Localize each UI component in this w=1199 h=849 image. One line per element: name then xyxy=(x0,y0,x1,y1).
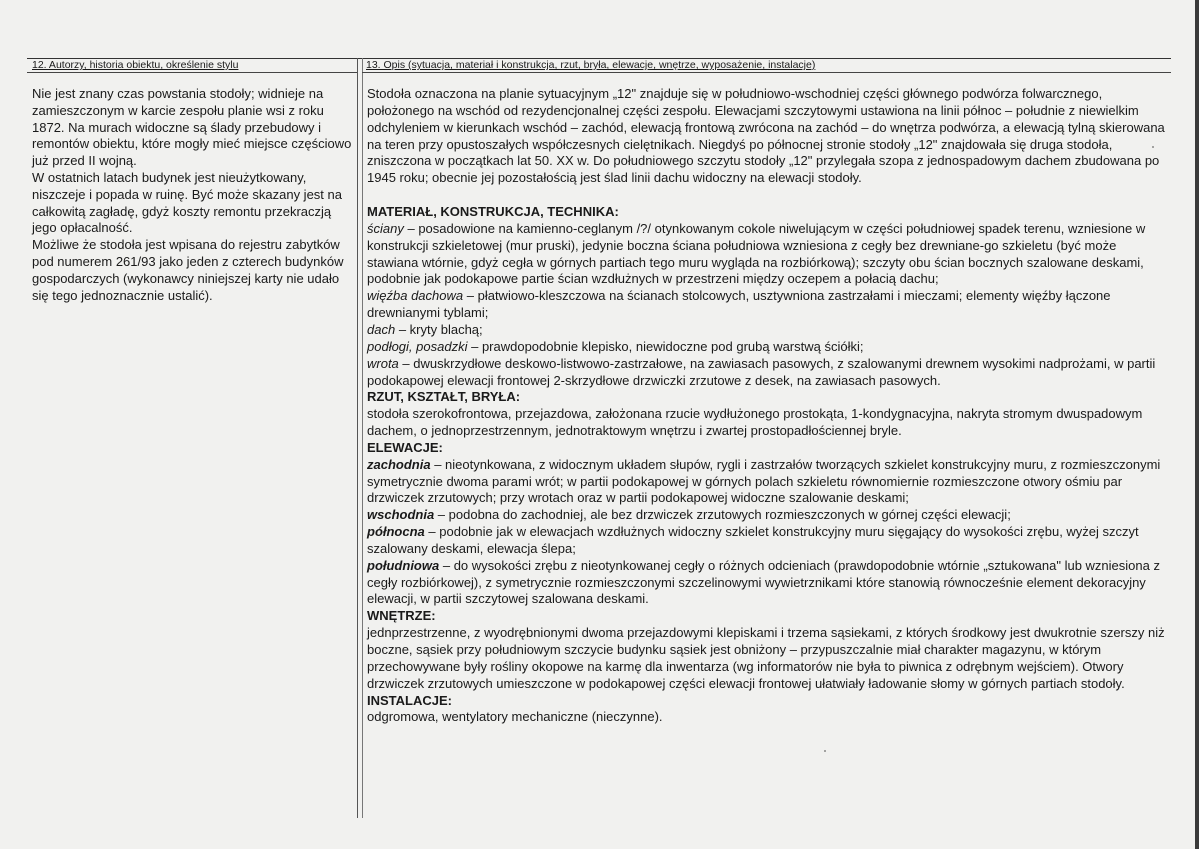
elewacja-item xyxy=(367,524,1167,558)
elewacja-text: podobna do zachodniej, ale bez drzwiczek zrzutowych rozmieszczonych w górnej części elewacji; xyxy=(448,507,1011,523)
history-paragraph: Możliwe że stodoła jest wpisana do rejestru zabytków pod numerem 261/93 jako jeden z czterech budynków gospodarczych (wykonawcy niniejszej karty nie udało się tego jednoznacznie ustalić). xyxy=(32,237,344,303)
separator: – xyxy=(395,321,410,337)
material-label: dach xyxy=(367,321,396,337)
wnetrze-title: WNĘTRZE: xyxy=(367,608,436,624)
material-label: podłogi, posadzki xyxy=(367,338,468,354)
material-text: posadowione na kamienno-ceglanym /?/ otynkowanym cokole niwelującym w części południowej spadek terenu, wzniesione w konstrukcji szkieletowej (mur pruski), jedynie boczna ściana południowa wzniesiona z cegły bez drewniane-go szkieletu (być może stawiana wtórnie, gdyż cegła w górnych partiach tego muru wygląda na rozbiórkową); szczyty obu ścian bocznych szalowane deskami, podobnie jak podokapowe partie ścian wzdłużnych w przestrzeni między oczepem a połacią dachu; xyxy=(367,220,1146,287)
history-column xyxy=(32,86,352,304)
rzut-text: stodoła szerokofrontowa, przejazdowa, założonana rzucie wydłużonego prostokąta, 1-kondygnacyjna, nakryta stromym dwuspadowym dachem, o jednoprzestrzennym, jednotraktowym wnętrzu i zwartej prostopadłościennej bryle. xyxy=(367,406,1143,439)
elewacja-text: do wysokości zrębu z nieotynkowanej cegły o różnych odcieniach (prawdopodobnie wtórnie „sztukowana" lub wzniesiona z cegły rozbiórkowej), z symetrycznie rozmieszczonymi szczelinowymi wywietrznikami które stanowią równocześnie element dekoracyjny elewacji, w partii szczytowej szalowana deskami. xyxy=(367,557,1160,607)
column-divider-inner xyxy=(362,58,363,818)
history-paragraph: W ostatnich latach budynek jest nieużytkowany, niszczeje i popada w ruinę. Być może skazany jest na całkowitą zagładę, gdyż koszty remontu przekraczją jego opłacalność. xyxy=(32,169,342,236)
elewacja-label: południowa xyxy=(367,557,440,573)
material-item xyxy=(367,221,1167,288)
right-section-heading: 13. Opis (sytuacja, materiał i konstrukcja, rzut, bryła, elewacje, wnętrze, wyposażenie, instalacje) xyxy=(366,59,816,71)
elewacja-item xyxy=(367,457,1167,508)
material-title: MATERIAŁ, KONSTRUKCJA, TECHNIKA: xyxy=(367,204,619,220)
intro-paragraph: Stodoła oznaczona na planie sytuacyjnym „12" znajduje się w południowo-wschodniej części głównego podwórza folwarcznego, położonego na wschód od rezydencjonalnej części zespołu. Elewacjami szczytowymi ustawiona na linii północ – południe z niewielkim odchyleniem w kierunkach wschód – zachód, elewacją frontową zwrócona na zachód – do wnętrza podwórza, a elewacją tylną skierowana na teren przy opustoszałych współczesnych cielętnikach. Niegdyś po północnej stronie stodoły „12" znajdowała się druga stodoła, zniszczona w początkach lat 50. XX w. Do południowego szczytu stodoły „12" przylegała szopa z jednospadowym dachem zbudowana po 1945 roku; obecnie jej pozostałością jest ślad linii dachu widoczny na elewacji stodoły. xyxy=(367,86,1165,186)
scan-speck xyxy=(1152,146,1154,148)
rzut-title: RZUT, KSZTAŁT, BRYŁA: xyxy=(367,389,521,405)
material-label: więźba dachowa xyxy=(367,288,464,304)
instalacje-text: odgromowa, wentylatory mechaniczne (nieczynne). xyxy=(367,709,663,725)
material-item xyxy=(367,339,1167,356)
material-text: dwuskrzydłowe deskowo-listwowo-zastrzałowe, na zawiasach pasowych, z szalowanymi drewnem wysokimi nadprożami, w partii podokapowej elewacji frontowej 2-skrzydłowe drzwiczki zrzutowe z desek, na zawiasach pasowych. xyxy=(367,355,1156,388)
left-heading-rule xyxy=(27,72,357,73)
separator: – xyxy=(467,338,482,354)
separator: – xyxy=(424,524,440,540)
column-divider xyxy=(357,58,358,818)
separator: – xyxy=(430,456,446,472)
elewacja-item xyxy=(367,558,1167,609)
material-item xyxy=(367,356,1167,390)
elewacja-text: nieotynkowana, z widocznym układem słupów, rygli i zastrzałów tworzących szkielet konstrukcyjny muru, z rozmieszczonymi symetrycznie dwoma parami wrót; w partii podokapowej w górnych polach szkieletu równomiernie rozmieszczone otwory ośmiu par drzwiczek zrzutowych; przy wrotach oraz w partii podokapowej widoczne szalowanie deskami; xyxy=(367,456,1161,506)
material-label: wrota xyxy=(367,355,399,371)
separator: – xyxy=(439,557,454,573)
separator: – xyxy=(434,507,449,523)
elewacja-label: północna xyxy=(367,524,425,540)
material-item xyxy=(367,288,1167,322)
material-text: kryty blachą; xyxy=(409,321,483,337)
elewacja-label: zachodnia xyxy=(367,456,431,472)
elewacje-title: ELEWACJE: xyxy=(367,439,443,455)
right-heading-rule xyxy=(362,72,1171,73)
spacer xyxy=(367,187,1167,204)
description-column xyxy=(367,86,1167,726)
instalacje-title: INSTALACJE: xyxy=(367,692,452,708)
separator: – xyxy=(463,288,478,304)
material-text: prawdopodobnie klepisko, niewidoczne pod grubą warstwą ściółki; xyxy=(481,338,864,354)
elewacja-item xyxy=(367,507,1167,524)
wnetrze-text: jednprzestrzenne, z wyodrębnionymi dwoma przejazdowymi klepiskami i trzema sąsiekami, z których środkowy jest dwukrotnie szerszy niż boczne, sąsiek przy południowym szczycie budynku sąsiek jest obniżony – przypuszczalnie miał charakter magazynu, w którym przechowywane były rośliny okopowe na karmę dla inwentarza (wg informatorów nie była to piwnica z odrębnym wejściem). Otwory drzwiczek zrzutowych umieszczone w podokapowej części elewacji frontowej ułatwiały ładowanie słomy w górnych partiach stodoły. xyxy=(367,625,1165,691)
elewacja-label: wschodnia xyxy=(367,507,435,523)
material-label: ściany xyxy=(367,220,404,236)
left-section-heading: 12. Autorzy, historia obiektu, określenie stylu xyxy=(32,59,239,71)
separator: – xyxy=(398,355,414,371)
material-item xyxy=(367,322,1167,339)
scan-speck xyxy=(824,750,826,752)
separator: – xyxy=(403,220,419,236)
material-text: płatwiowo-kleszczowa na ścianach stolcowych, usztywniona zastrzałami i mieczami; elementy więźby łączone drewnianymi tyblami; xyxy=(367,288,1111,321)
elewacja-text: podobnie jak w elewacjach wzdłużnych widoczny szkielet konstrukcyjny muru sięgający do wysokości zrębu, wyżej szczyt szalowany deskami, elewacja ślepa; xyxy=(367,524,1139,556)
history-paragraph: Nie jest znany czas powstania stodoły; widnieje na zamieszczonym w karcie zespołu planie wsi z roku 1872. Na murach widoczne są ślady przebudowy i remontów obiektu, które mogły mieć miejsce częściowo już przed II wojną. xyxy=(32,86,352,169)
scan-edge xyxy=(1195,0,1199,849)
